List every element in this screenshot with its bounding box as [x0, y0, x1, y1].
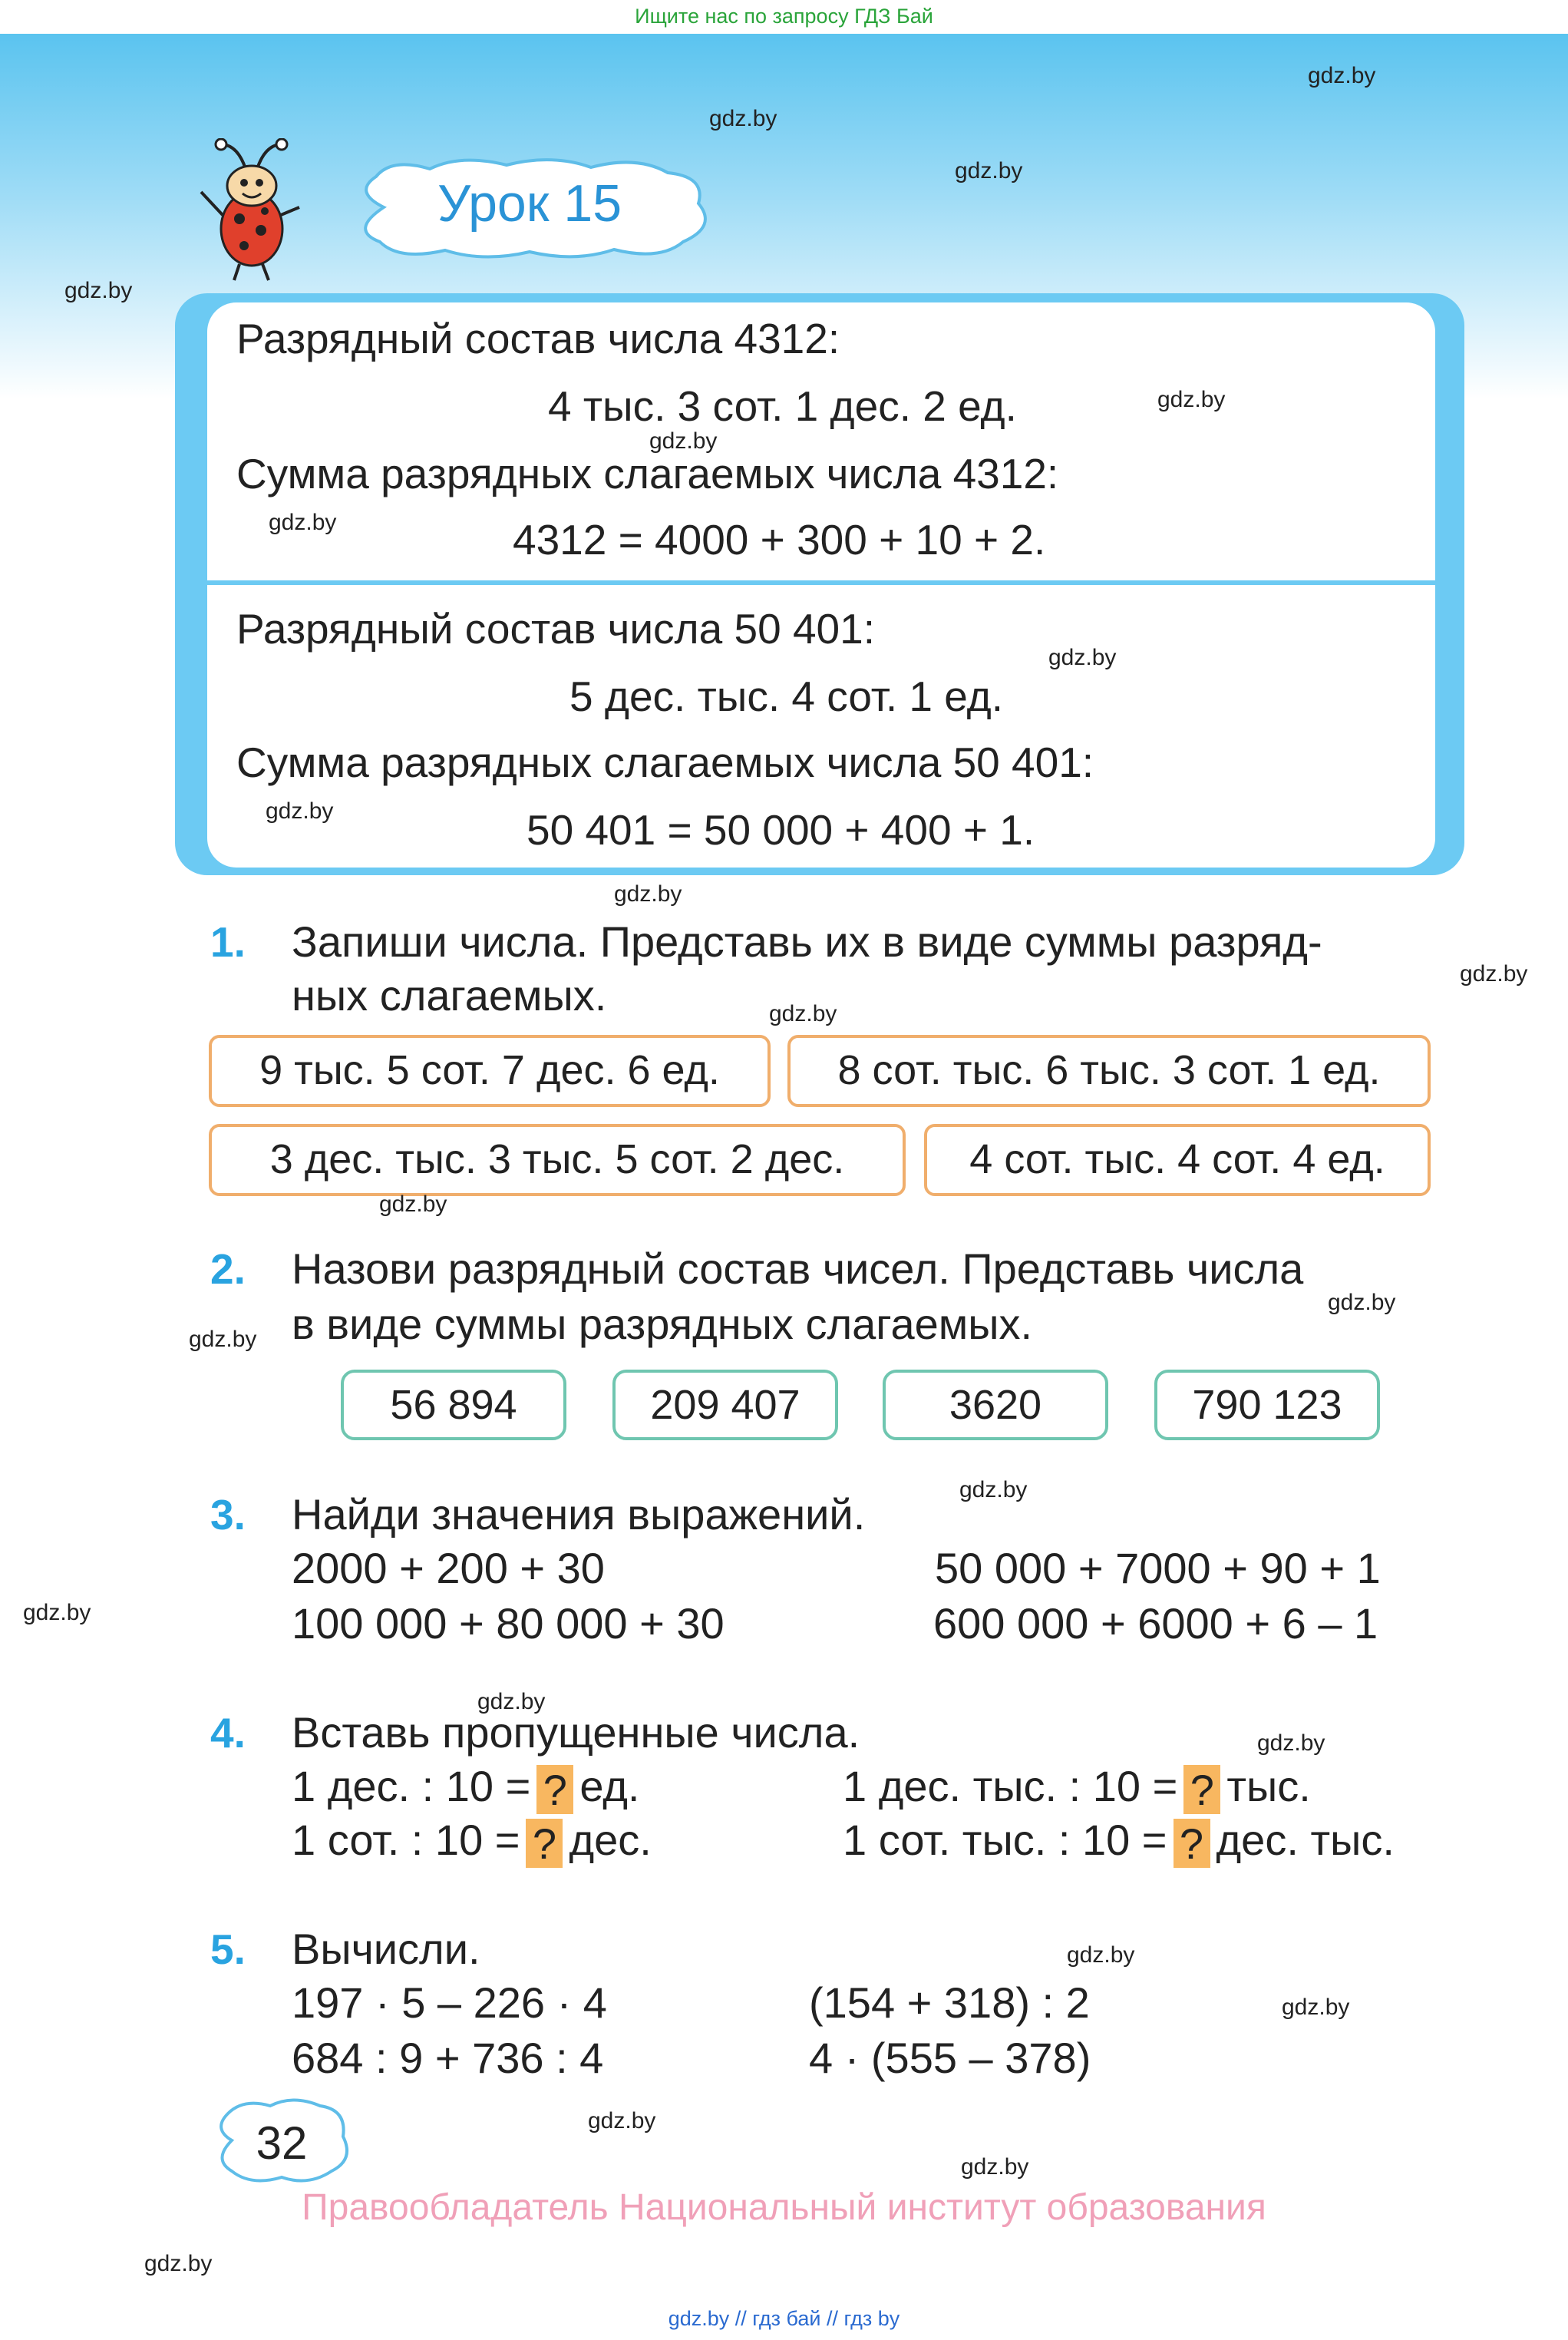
task-5-expr-4: 4 · (555 – 378)	[809, 2034, 1091, 2082]
watermark: gdz.by	[1460, 961, 1528, 987]
task-3-title: Найди значения выражений.	[292, 1490, 866, 1539]
page-number: 32	[256, 2117, 308, 2169]
rule-line-2: 4 тыс. 3 сот. 1 дес. 2 ед.	[548, 382, 1017, 430]
watermark: gdz.by	[1282, 1995, 1350, 2020]
watermark: gdz.by	[1308, 63, 1376, 88]
task-4-left-2-b: дес.	[569, 1816, 652, 1864]
task-3-expr-3: 50 000 + 7000 + 90 + 1	[935, 1544, 1381, 1592]
task-1-number: 1.	[210, 918, 246, 966]
watermark: gdz.by	[379, 1191, 447, 1217]
watermark: gdz.by	[23, 1600, 91, 1625]
task-1-box-4: 4 сот. тыс. 4 сот. 4 ед.	[924, 1124, 1431, 1196]
ladybug-icon	[192, 138, 307, 284]
rule-line-6: 5 дес. тыс. 4 сот. 1 ед.	[569, 673, 1004, 720]
watermark: gdz.by	[588, 2108, 656, 2133]
task-1-line-1: Запиши числа. Представь их в виде суммы разряд-	[292, 917, 1322, 966]
missing-number-box: ?	[536, 1765, 573, 1814]
task-5-number: 5.	[210, 1925, 246, 1973]
task-1-box-1: 9 тыс. 5 сот. 7 дес. 6 ед.	[209, 1035, 771, 1107]
task-4-right-2-b: дес. тыс.	[1216, 1816, 1395, 1864]
rule-line-7: Сумма разрядных слагаемых числа 50 401:	[236, 739, 1094, 786]
watermark: gdz.by	[144, 2251, 213, 2276]
watermark: gdz.by	[1067, 1942, 1135, 1968]
rule-line-8: 50 401 = 50 000 + 400 + 1.	[527, 806, 1035, 854]
watermark: gdz.by	[266, 798, 334, 824]
watermark: gdz.by	[1157, 387, 1226, 412]
task-5-expr-2: 684 : 9 + 736 : 4	[292, 2034, 604, 2082]
task-5-title: Вычисли.	[292, 1925, 480, 1973]
task-4-right-2	[843, 1813, 1395, 1868]
watermark: gdz.by	[959, 1477, 1028, 1502]
task-5-expr-1: 197 · 5 – 226 · 4	[292, 1978, 607, 2027]
watermark: gdz.by	[1257, 1730, 1325, 1756]
task-4-title: Вставь пропущенные числа.	[292, 1708, 860, 1757]
watermark: gdz.by	[64, 278, 133, 303]
task-4-right-2-a: 1 сот. тыс. : 10 =	[843, 1816, 1167, 1864]
watermark: gdz.by	[955, 158, 1023, 183]
watermark: gdz.by	[649, 428, 718, 454]
missing-number-box: ?	[1183, 1765, 1220, 1814]
task-4-left-2-a: 1 сот. : 10 =	[292, 1816, 520, 1864]
task-1-box-2: 8 сот. тыс. 6 тыс. 3 сот. 1 ед.	[787, 1035, 1431, 1107]
task-2-number-2: 209 407	[612, 1370, 838, 1440]
task-2-number-4: 790 123	[1154, 1370, 1380, 1440]
rule-line-4: 4312 = 4000 + 300 + 10 + 2.	[513, 516, 1046, 564]
task-2-number-1: 56 894	[341, 1370, 566, 1440]
copyright-line: Правообладатель Национальный институт образования	[302, 2187, 1266, 2228]
watermark: gdz.by	[614, 881, 682, 907]
watermark: gdz.by	[1328, 1290, 1396, 1315]
bottom-links[interactable]: gdz.by // гдз бай // гдз by	[668, 2307, 900, 2330]
missing-number-box: ?	[1174, 1819, 1210, 1868]
task-2-number: 2.	[210, 1245, 246, 1293]
watermark: gdz.by	[1048, 645, 1117, 670]
task-4-left-1-a: 1 дес. : 10 =	[292, 1762, 531, 1810]
task-4-left-2	[292, 1813, 652, 1868]
task-2-number-3: 3620	[883, 1370, 1108, 1440]
task-2-line-2: в виде суммы разрядных слагаемых.	[292, 1300, 1033, 1348]
watermark: gdz.by	[477, 1689, 546, 1714]
rule-line-1: Разрядный состав числа 4312:	[236, 315, 840, 362]
task-3-number: 3.	[210, 1491, 246, 1539]
task-3-expr-4: 600 000 + 6000 + 6 – 1	[933, 1599, 1378, 1648]
missing-number-box: ?	[526, 1819, 563, 1868]
watermark: gdz.by	[189, 1327, 257, 1352]
task-4-left-1-b: ед.	[579, 1762, 640, 1810]
rule-divider	[207, 580, 1435, 585]
task-4-right-1-b: тыс.	[1226, 1762, 1311, 1810]
task-5-expr-3: (154 + 318) : 2	[809, 1978, 1090, 2027]
rule-line-3: Сумма разрядных слагаемых числа 4312:	[236, 450, 1059, 497]
watermark: gdz.by	[269, 510, 337, 535]
task-4-left-1	[292, 1760, 639, 1814]
task-4-right-1	[843, 1760, 1311, 1814]
lesson-title: Урок 15	[437, 174, 622, 233]
watermark: gdz.by	[961, 2154, 1029, 2180]
task-1-box-3: 3 дес. тыс. 3 тыс. 5 сот. 2 дес.	[209, 1124, 906, 1196]
task-3-expr-1: 2000 + 200 + 30	[292, 1544, 605, 1592]
task-4-right-1-a: 1 дес. тыс. : 10 =	[843, 1762, 1178, 1810]
watermark: gdz.by	[769, 1001, 837, 1026]
task-4-number: 4.	[210, 1709, 246, 1757]
task-3-expr-2: 100 000 + 80 000 + 30	[292, 1599, 725, 1648]
top-banner[interactable]: Ищите нас по запросу ГДЗ Бай	[0, 0, 1568, 34]
task-2-line-1: Назови разрядный состав чисел. Представь числа	[292, 1244, 1304, 1293]
watermark: gdz.by	[709, 106, 777, 131]
task-1-line-2: ных слагаемых.	[292, 971, 607, 1020]
rule-line-5: Разрядный состав числа 50 401:	[236, 605, 876, 653]
